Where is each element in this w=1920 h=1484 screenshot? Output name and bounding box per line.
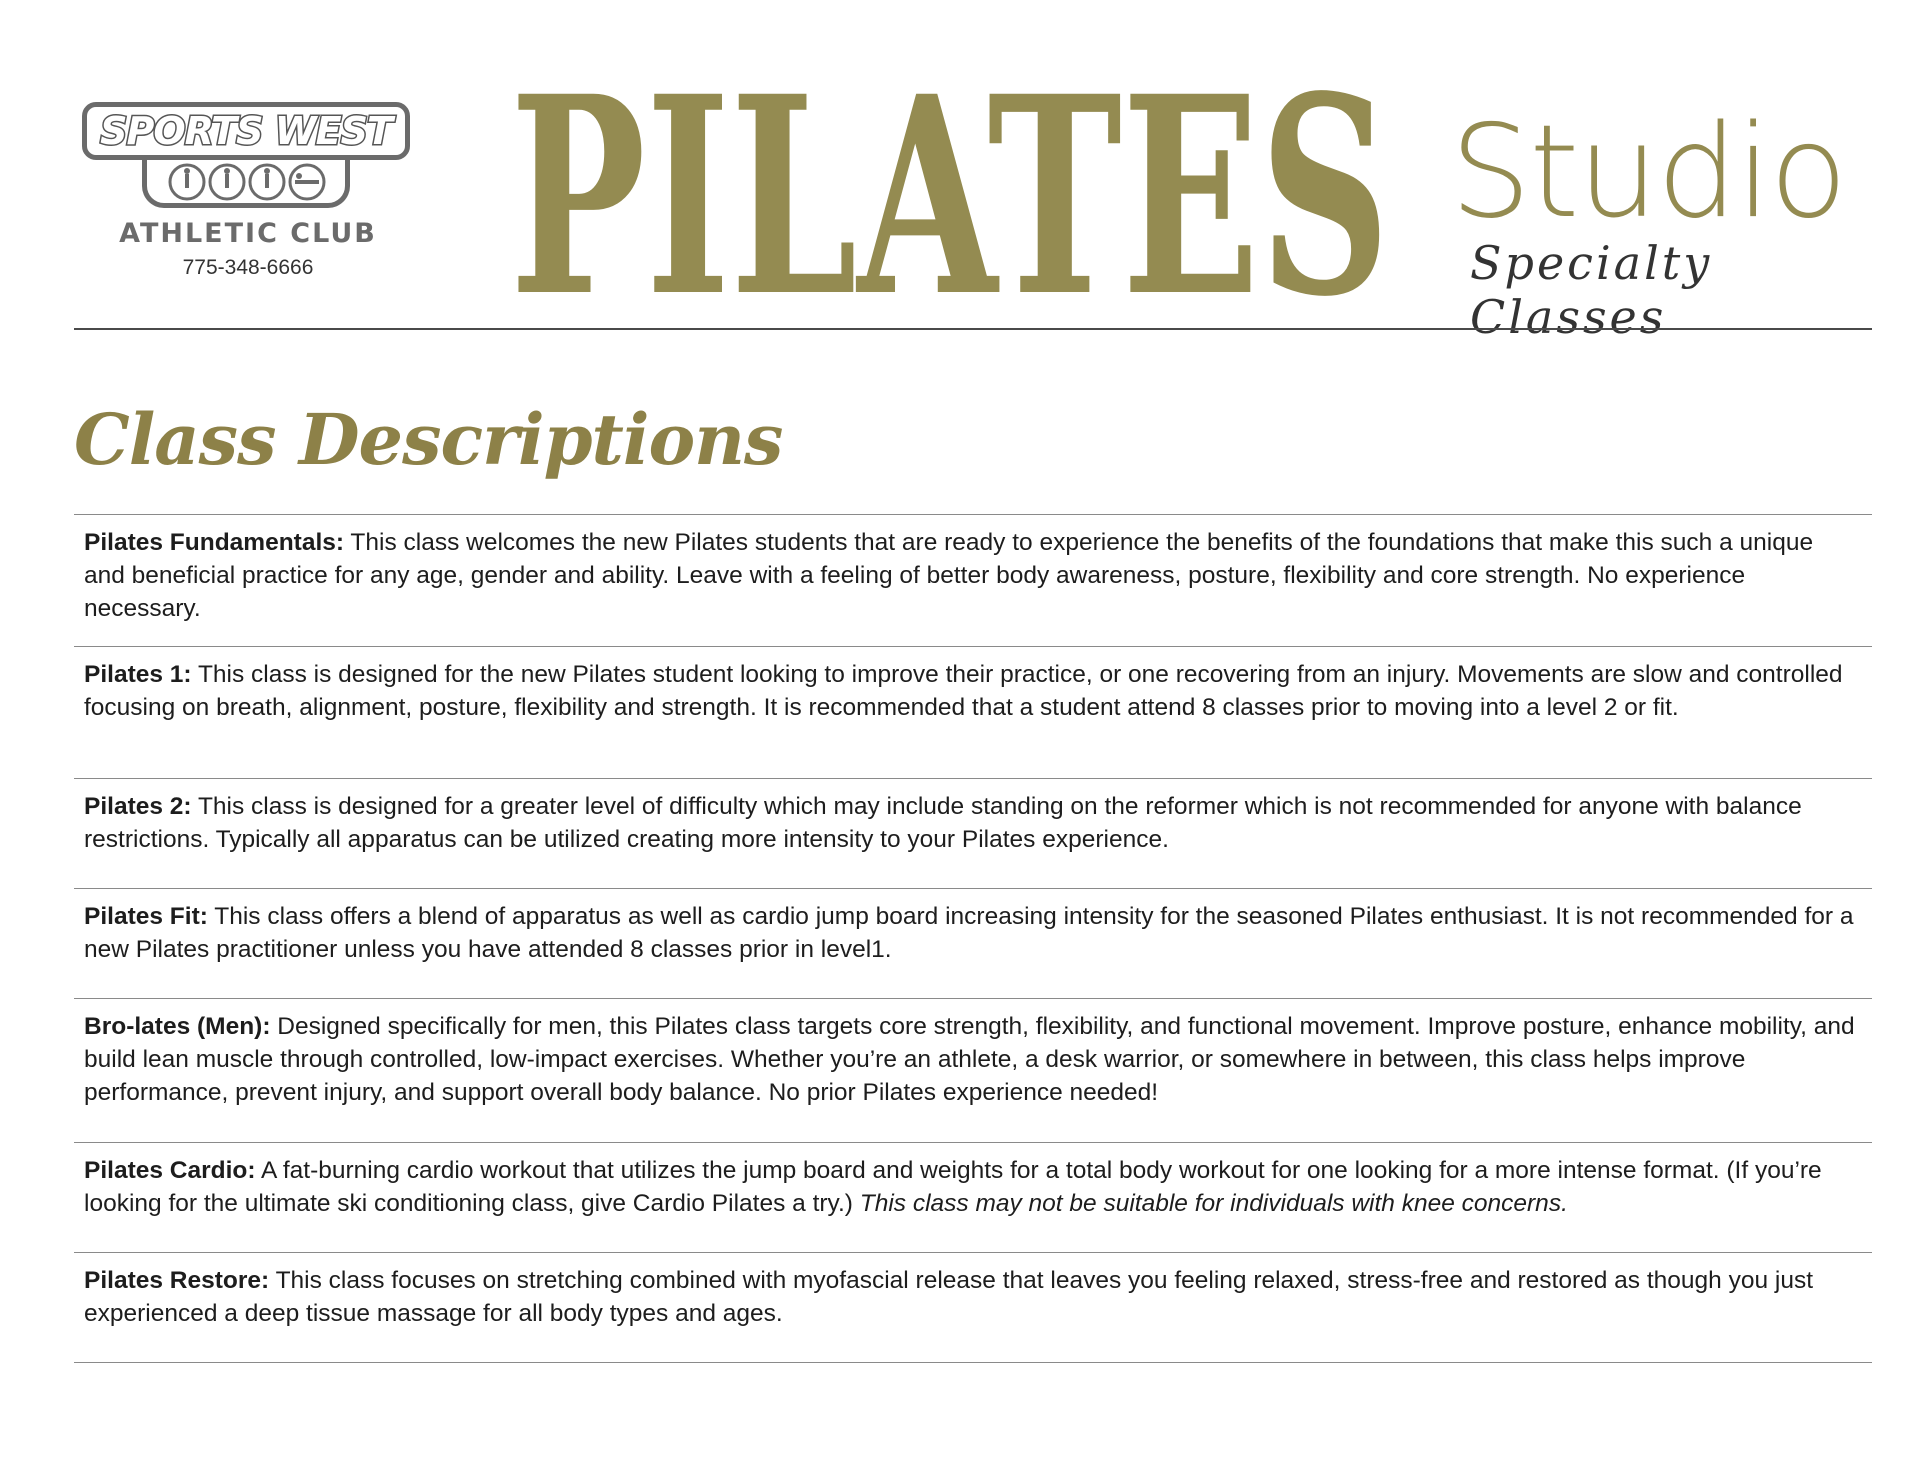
class-description: [84, 526, 1860, 625]
class-name: Pilates 2:: [84, 793, 192, 820]
title-text: PILATES: [510, 46, 1390, 306]
class-description: [84, 900, 1860, 966]
divider: [74, 1252, 1872, 1253]
divider: [74, 646, 1872, 647]
page-header: [0, 0, 1920, 344]
class-name: Pilates Cardio:: [84, 1157, 256, 1184]
specialty-classes-tagline: Specialty Classes: [1470, 236, 1713, 344]
class-text: Designed specifically for men, this Pilates class targets core strength, flexibility, and functional movement. Improve posture, enhance mobility, and build lean muscle through controlled, low-impact exercises. Whether you’re an athlete, a desk warrior, or somewhere in between, this class helps improve performance, prevent injury, and support overall body balance. No prior Pilates experience needed!: [84, 1013, 1855, 1106]
logo-name: SPORTS WEST: [100, 109, 392, 153]
class-description: [84, 1154, 1860, 1220]
sports-west-logo: [78, 100, 418, 290]
athletes-icon: [165, 162, 337, 202]
class-name: Bro-lates (Men):: [84, 1013, 271, 1040]
class-text: This class is designed for the new Pilates student looking to improve their practice, or one recovering from an injury. Movements are slow and controlled focusing on breath, alignment, posture, flexibility and strength. It is recommended that a student attend 8 classes prior to moving into a level 2 or fit.: [84, 661, 1843, 721]
class-name: Pilates Restore:: [84, 1267, 270, 1294]
class-text: A fat-burning cardio workout that utilizes the jump board and weights for a total body workout for one looking for a more intense format. (If you’re looking for the ultimate ski conditioning class, give Cardio Pilates a try.): [84, 1157, 1822, 1217]
class-description: [84, 1264, 1860, 1330]
divider: [74, 888, 1872, 889]
page-title: [500, 46, 1400, 306]
studio-subtitle: Studio: [1450, 98, 1846, 247]
class-text: This class is designed for a greater level of difficulty which may include standing on the reformer which is not recommended for anyone with balance restrictions. Typically all apparatus can be utilized creating more intensity to your Pilates experience.: [84, 793, 1802, 853]
logo-athletes-emblem: [142, 160, 350, 208]
class-description: [84, 1010, 1860, 1109]
divider: [74, 1142, 1872, 1143]
class-text: This class focuses on stretching combined with myofascial release that leaves you feeling relaxed, stress-free and restored as though you just experienced a deep tissue massage for all body types and ages.: [84, 1267, 1814, 1327]
section-title: Class Descriptions: [74, 398, 783, 481]
class-name: Pilates Fundamentals:: [84, 529, 345, 556]
phone-number: 775-348-6666: [182, 256, 314, 279]
class-description: [84, 658, 1860, 724]
class-name: Pilates Fit:: [84, 903, 208, 930]
divider: [74, 998, 1872, 999]
class-note: This class may not be suitable for individuals with knee concerns.: [859, 1190, 1568, 1217]
divider: [74, 514, 1872, 515]
divider: [74, 778, 1872, 779]
class-name: Pilates 1:: [84, 661, 192, 688]
class-text: This class welcomes the new Pilates students that are ready to experience the benefits of the foundations that make this such a unique and beneficial practice for any age, gender and ability. Leave with a feeling of better body awareness, posture, flexibility and core strength. No experience necessary.: [84, 529, 1814, 622]
class-description: [84, 790, 1860, 856]
class-text: This class offers a blend of apparatus as well as cardio jump board increasing intensity for the seasoned Pilates enthusiast. It is not recommended for a new Pilates practitioner unless you have attended 8 classes prior in level1.: [84, 903, 1854, 963]
header-divider: [74, 328, 1872, 330]
logo-subtitle: ATHLETIC CLUB: [119, 218, 377, 249]
bottom-divider: [74, 1362, 1872, 1363]
logo-banner: [82, 102, 410, 160]
